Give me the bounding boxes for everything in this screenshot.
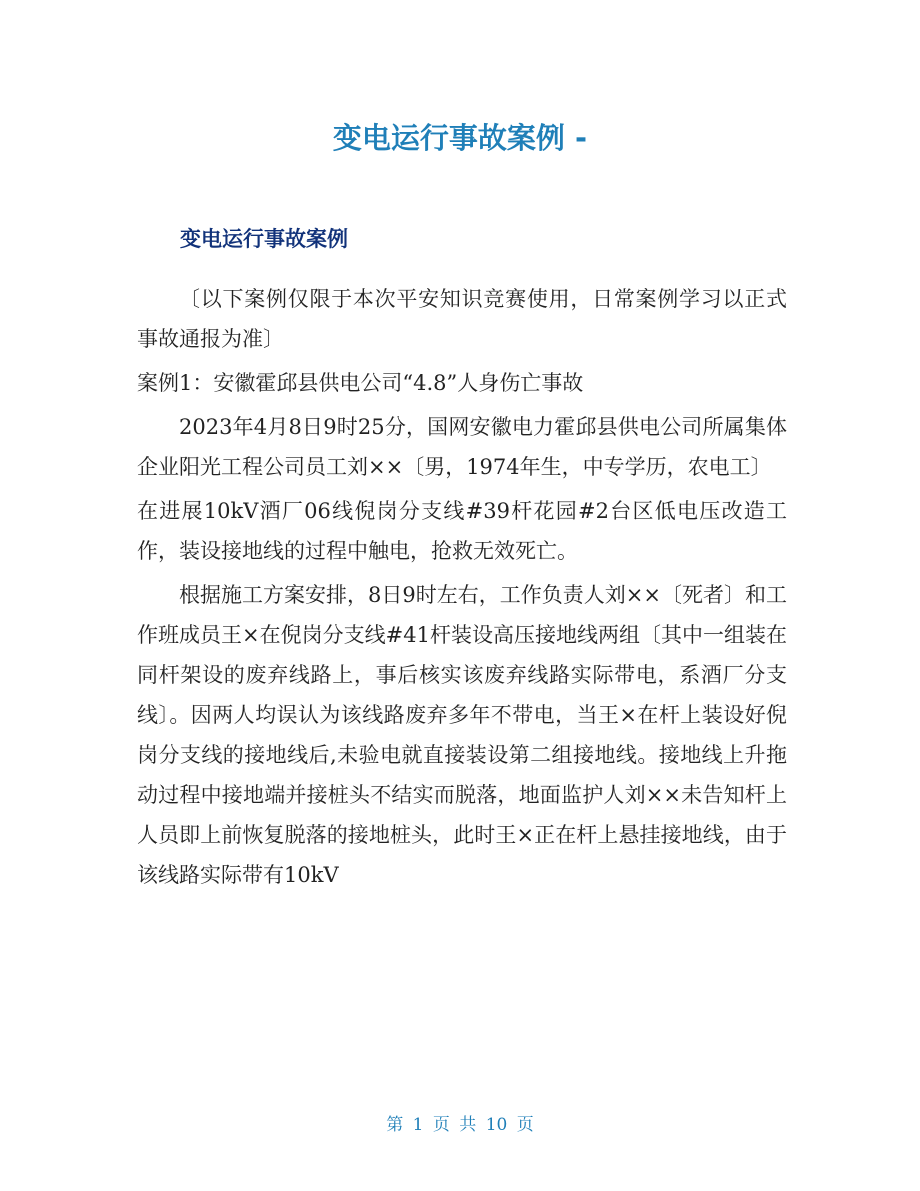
document-title: 变电运行事故案例 - (332, 121, 588, 155)
paragraph-incident-summary: 2023年4月8日9时25分，国网安徽电力霍邱县供电公司所属集体企业阳光工程公司员工刘××〔男，1974年生，中专学历，农电工〕 (137, 415, 787, 479)
paragraph-disclaimer: 〔以下案例仅限于本次平安知识竞赛使用，日常案例学习以正式事故通报为准〕 (137, 287, 787, 351)
page-footer: 第 1 页 共 10 页 (386, 1115, 534, 1135)
paragraph-incident-details: 根据施工方案安排，8日9时左右，工作负责人刘××〔死者〕和工作班成员王×在倪岗分支线#41杆装设高压接地线两组〔其中一组装在同杆架设的废弃线路上，事后核实该废弃线路实际带电，系酒厂分支线〕。因两人均误认为该线路废弃多年不带电，当王×在杆上装设好倪岗分支线的接地线后,未验电就直接装设第二组接地线。接地线上升拖动过程中接地端并接桩头不结实而脱落，地面监护人刘××未告知杆上人员即上前恢复脱落的接地桩头，此时王×正在杆上悬挂接地线，由于该线路实际带有10kV (137, 583, 787, 887)
paragraph-incident-continued: 在进展10kV酒厂06线倪岗分支线#39杆花园#2台区低电压改造工作，装设接地线的过程中触电，抢救无效死亡。 (137, 499, 787, 563)
document-body (137, 279, 787, 899)
paragraph-case-title: 案例1：安徽霍邱县供电公司“4.8”人身伤亡事故 (137, 371, 584, 395)
section-heading: 变电运行事故案例 (180, 227, 348, 251)
